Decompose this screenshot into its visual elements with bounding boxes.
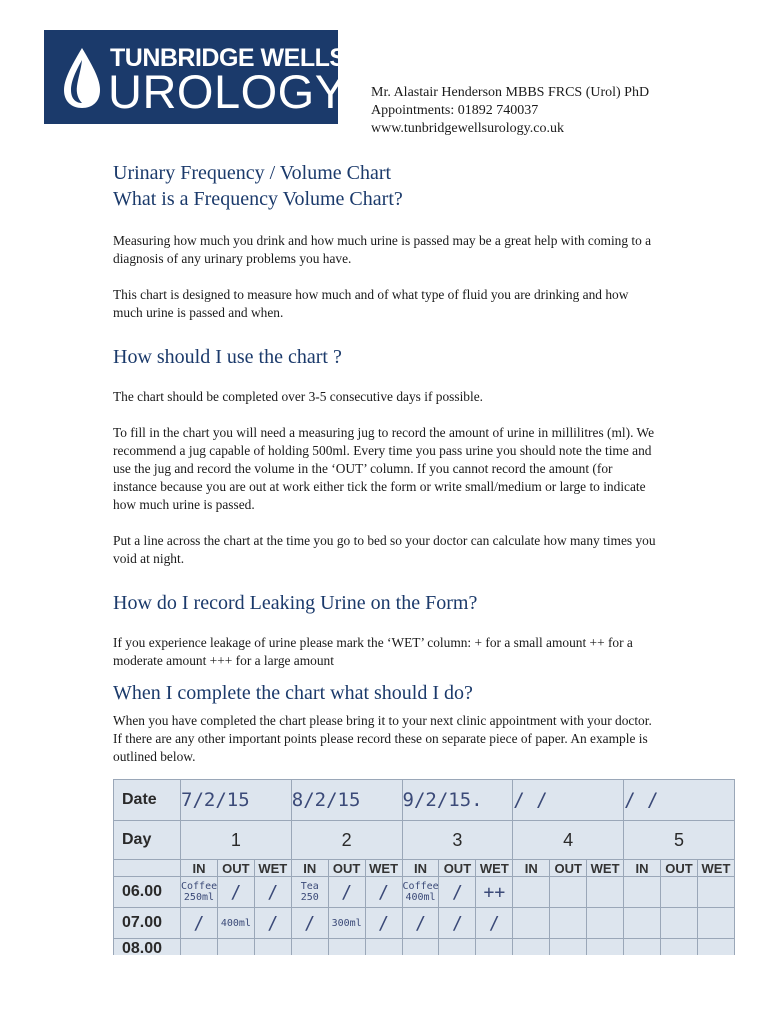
time-row: [114, 939, 735, 956]
entry-cell: [254, 939, 291, 956]
appointments-phone: Appointments: 01892 740037: [371, 103, 539, 118]
date-label: Date: [114, 780, 181, 821]
column-header-row: [114, 860, 735, 877]
day-cell: 3: [402, 821, 513, 860]
day-label: Day: [114, 821, 181, 860]
entry-cell: /: [254, 908, 291, 939]
day-cell: 1: [181, 821, 292, 860]
entry-cell: [624, 908, 661, 939]
entry-cell: [550, 908, 587, 939]
entry-cell: [660, 877, 697, 908]
use-paragraph-1: The chart should be completed over 3-5 consecutive days if possible.: [113, 389, 483, 404]
time-label: 07.00: [114, 908, 181, 939]
col-out: OUT: [660, 860, 697, 877]
entry-cell: [587, 908, 624, 939]
col-wet: WET: [254, 860, 291, 877]
leak-heading: How do I record Leaking Urine on the Form?: [113, 592, 478, 614]
date-cell: / /: [513, 780, 624, 821]
day-cell: 4: [513, 821, 624, 860]
col-wet: WET: [365, 860, 402, 877]
water-drop-icon: [60, 46, 104, 110]
col-wet: WET: [587, 860, 624, 877]
document-body: [113, 160, 658, 766]
day-row: [114, 821, 735, 860]
entry-cell: [587, 877, 624, 908]
logo-line-2: UROLOGY: [108, 65, 347, 118]
entry-cell: 300ml: [328, 908, 365, 939]
entry-cell: 400ml: [217, 908, 254, 939]
col-in: IN: [513, 860, 550, 877]
date-cell: 7/2/15: [181, 780, 292, 821]
col-wet: WET: [476, 860, 513, 877]
page-subtitle: What is a Frequency Volume Chart?: [113, 188, 403, 210]
entry-cell: [660, 908, 697, 939]
entry-cell: [365, 939, 402, 956]
contact-block: [371, 84, 649, 138]
use-paragraph-3: Put a line across the chart at the time you go to bed so your doctor can calculate how many times you void at night.: [113, 533, 656, 566]
entry-cell: /: [328, 877, 365, 908]
entry-cell: [697, 939, 734, 956]
col-out: OUT: [439, 860, 476, 877]
time-label: 08.00: [114, 939, 181, 956]
entry-cell: [550, 939, 587, 956]
use-paragraph-2: To fill in the chart you will need a measuring jug to record the amount of urine in millilitres (ml). We recommend a jug capable of holding 500ml. Every time you pass urine you should note the time and use the jug and record the volume in the ‘OUT’ column. If you cannot record the amount (for instance because you are out at work either tick the form or write small/medium or large to indicate how much urine is passed.: [113, 425, 655, 512]
col-in: IN: [181, 860, 218, 877]
surgeon-name: Mr. Alastair Henderson MBBS FRCS (Urol) PhD: [371, 85, 650, 100]
entry-cell: ++: [476, 877, 513, 908]
entry-cell: [624, 939, 661, 956]
practice-logo: [44, 30, 347, 124]
time-row: [114, 877, 735, 908]
entry-cell: [697, 908, 734, 939]
page-title: Urinary Frequency / Volume Chart: [113, 162, 392, 184]
complete-paragraph: When you have completed the chart please bring it to your next clinic appointment with your doctor. If there are any other important points please record these on separate piece of paper. An example is outlined below.: [113, 713, 652, 764]
logo-line-1: TUNBRIDGE WELLS: [110, 44, 346, 72]
entry-cell: Coffee 400ml: [402, 877, 439, 908]
entry-cell: /: [365, 908, 402, 939]
entry-cell: /: [439, 908, 476, 939]
time-row: [114, 908, 735, 939]
entry-cell: /: [217, 877, 254, 908]
day-cell: 5: [624, 821, 735, 860]
frequency-volume-table: [113, 779, 735, 955]
entry-cell: [587, 939, 624, 956]
entry-cell: /: [439, 877, 476, 908]
time-label: 06.00: [114, 877, 181, 908]
entry-cell: [697, 877, 734, 908]
entry-cell: [513, 939, 550, 956]
entry-cell: [402, 939, 439, 956]
intro-paragraph-2: This chart is designed to measure how much and of what type of fluid you are drinking and how much urine is passed and when.: [113, 287, 629, 320]
day-cell: 2: [291, 821, 402, 860]
col-out: OUT: [550, 860, 587, 877]
entry-cell: [660, 939, 697, 956]
entry-cell: [550, 877, 587, 908]
entry-cell: [291, 939, 328, 956]
use-heading: How should I use the chart ?: [113, 346, 342, 368]
website-link[interactable]: www.tunbridgewellsurology.co.uk: [371, 121, 564, 136]
entry-cell: /: [476, 908, 513, 939]
entry-cell: /: [254, 877, 291, 908]
entry-cell: [624, 877, 661, 908]
entry-cell: /: [291, 908, 328, 939]
entry-cell: [328, 939, 365, 956]
date-cell: 9/2/15.: [402, 780, 513, 821]
example-chart-image: [113, 779, 735, 955]
entry-cell: [217, 939, 254, 956]
col-in: IN: [624, 860, 661, 877]
col-wet: WET: [697, 860, 734, 877]
col-in: IN: [291, 860, 328, 877]
col-in: IN: [402, 860, 439, 877]
complete-heading: When I complete the chart what should I do?: [113, 682, 473, 704]
entry-cell: [439, 939, 476, 956]
entry-cell: [476, 939, 513, 956]
date-row: [114, 780, 735, 821]
col-out: OUT: [217, 860, 254, 877]
leak-paragraph: If you experience leakage of urine please mark the ‘WET’ column: + for a small amount ++ for a moderate amount +++ for a large amount: [113, 635, 633, 668]
entry-cell: [181, 939, 218, 956]
entry-cell: /: [365, 877, 402, 908]
intro-paragraph-1: Measuring how much you drink and how much urine is passed may be a great help with coming to a diagnosis of any urinary problems you have.: [113, 233, 652, 266]
entry-cell: Coffee 250ml: [181, 877, 218, 908]
date-cell: / /: [624, 780, 735, 821]
col-out: OUT: [328, 860, 365, 877]
entry-cell: /: [402, 908, 439, 939]
date-cell: 8/2/15: [291, 780, 402, 821]
entry-cell: [513, 908, 550, 939]
entry-cell: [513, 877, 550, 908]
entry-cell: /: [181, 908, 218, 939]
blank-header-cell: [114, 860, 181, 877]
entry-cell: Tea 250: [291, 877, 328, 908]
